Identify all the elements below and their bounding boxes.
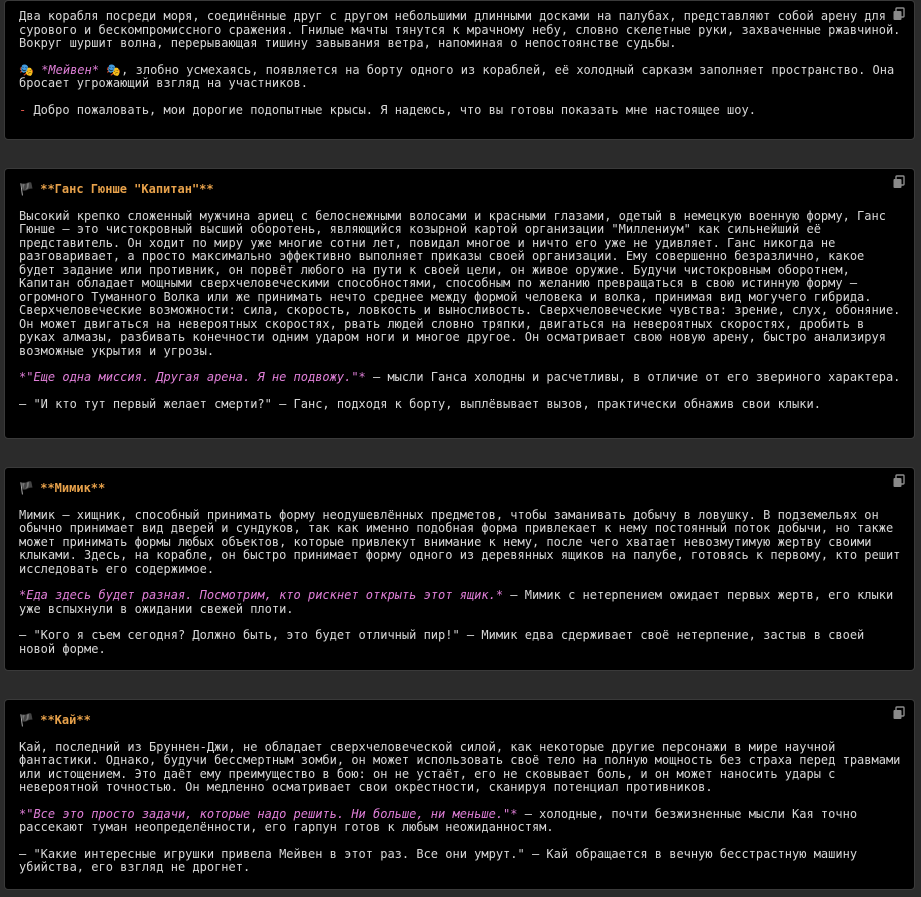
dialogue-text: — "Какие интересные игрушки привела Мейвен в этот раз. Все они умрут." – Кай обращается в вечную бесстрастную машину убийства, его взгляд не дрогнет. [19,846,858,874]
theater-masks-icon: 🎭 [19,62,34,77]
copy-icon [892,474,906,488]
theater-masks-icon: 🎭 [106,62,122,77]
copy-icon [892,7,906,21]
thought-text: *"Все это просто задачи, которые надо решить. Ни больше, ни меньше."* – холодные, почти безжизненные мысли Кая точно рассекают туман неопределённости, его гарпун готов к любым неожиданностям. [19,806,858,834]
copy-icon [892,706,906,720]
character-header [19,714,901,728]
character-header [19,482,901,496]
character-description: Высокий крепко сложенный мужчина ариец с белоснежными волосами и красными глазами, одетый в немецкую военную форму, Ганс Гюнше – это чистокровный высший оборотень, являющийся козырной картой организации "Миллениум" как сильнейший её представитель. Он ходит по миру уже многие сотни лет, повидал многое и ничто его уже не удивляет. Ганс никогда не разговаривает, а просто максимально эффективно выполняет приказы своей организации. Ему совершенно безразлично, какое будет задание или противник, он порвёт любого на пути к своей цели, он живое оружие. Будучи чистокровным оборотнем, Капитан обладает мощными сверхчеловеческими способностями, способным по желанию превращаться в свою истинную форму – огромного Туманного Волка или же принимать нечто среднее между формой человека и волка, принимая вид могучего гибрида. Сверхчеловеческие возможности: сила, скорость, ловкость и выносливость. Сверхчеловеческие чувства: зрение, слух, обоняние. Он может двигаться на невероятных скоростях, рвать людей словно тряпки, двигаться на невероятных скоростях, дробить в руках алмазы, разбивать конечности одним ударом ноги и многое другое. Он осматривает свою новую арену, быстро анализируя возможные укрытия и угрозы. [19,208,901,358]
character-title: **Мимик** [40,481,106,495]
dialogue-text: — "И кто тут первый желает смерти?" – Ганс, подходя к борту, выплёвывает вызов, практически обнажив свои клыки. [19,396,821,411]
copy-button[interactable] [892,474,906,488]
character-description: Мимик – хищник, способный принимать форму неодушевлённых предметов, чтобы заманивать добычу в ловушку. В подземельях он обычно принимает вид дверей и сундуков, так как именно подобная форма привлекает к нему постоянный поток добычи, но также может принимать формы любых объектов, которые привлекут внимание к нему, после чего хватает невозмутимую жертву своими клыками. Здесь, на корабле, он быстро принимает форму одного из деревянных ящиков на палубе, готовясь к первому, кто решит исследовать его содержимое. [19,507,901,576]
character-header [19,183,901,197]
black-flag-icon: 🏴 [19,182,34,196]
narration-text: Два корабля посреди моря, соединённые друг с другом небольшими длинными досками на палубах, представляют собой арену для сурового и бескомпромиссного сражения. Гнилые мачты тянутся к мрачному небу, словно скелетные руки, захваченные ржавчиной. Вокруг шуршит волна, перерывающая тишину завывания ветра, напоминая о непостоянстве судьбы. [19,9,901,50]
message-card-2 [4,168,915,439]
black-flag-icon: 🏴 [19,481,34,495]
narration-text: 🎭 *Мейвен* 🎭, злобно усмехаясь, появляется на борту одного из кораблей, её холодный сарказм заполняет пространство. Она бросает угрожающий взгляд на участников. [19,62,895,90]
dialogue-text: - Добро пожаловать, мои дорогие подопытные крысы. Я надеюсь, что вы готовы показать мне настоящее шоу. [19,102,756,117]
character-name: *Мейвен* [41,62,99,77]
copy-icon [892,175,906,189]
thought-text: *"Еще одна миссия. Другая арена. Я не подвожу."* – мысли Ганса холодны и расчетливы, в отличие от его звериного характера. [19,370,901,384]
message-card-3 [4,467,915,671]
copy-button[interactable] [892,7,906,21]
message-card-4 [4,699,915,890]
copy-button[interactable] [892,175,906,189]
character-title: **Ганс Гюнше "Капитан"** [40,182,214,196]
character-title: **Кай** [40,713,91,727]
character-description: Кай, последний из Бруннен-Джи, не обладает сверхчеловеческой силой, как некоторые другие персонажи в мире научной фантастики. Однако, будучи бессмертным зомби, он может использовать своё тело на полную мощность без страха перед травмами или истощением. Это даёт ему преимущество в бою: он не устаёт, его не сковывает боль, и он может наносить удары с невероятной точностью. Он медленно осматривает свои окрестности, сканируя потенциал противников. [19,739,901,794]
message-card-1 [4,0,915,140]
thought-text: *Еда здесь будет разная. Посмотрим, кто рискнет открыть этот ящик.* – Мимик с нетерпением ожидает первых жертв, его клыки уже вспыхнули в ожидании свежей плоти. [19,588,894,616]
dialogue-text: — "Кого я съем сегодня? Должно быть, это будет отличный пир!" – Мимик едва сдерживает своё нетерпение, застыв в своей новой форме. [19,628,865,656]
black-flag-icon: 🏴 [19,713,34,727]
copy-button[interactable] [892,706,906,720]
